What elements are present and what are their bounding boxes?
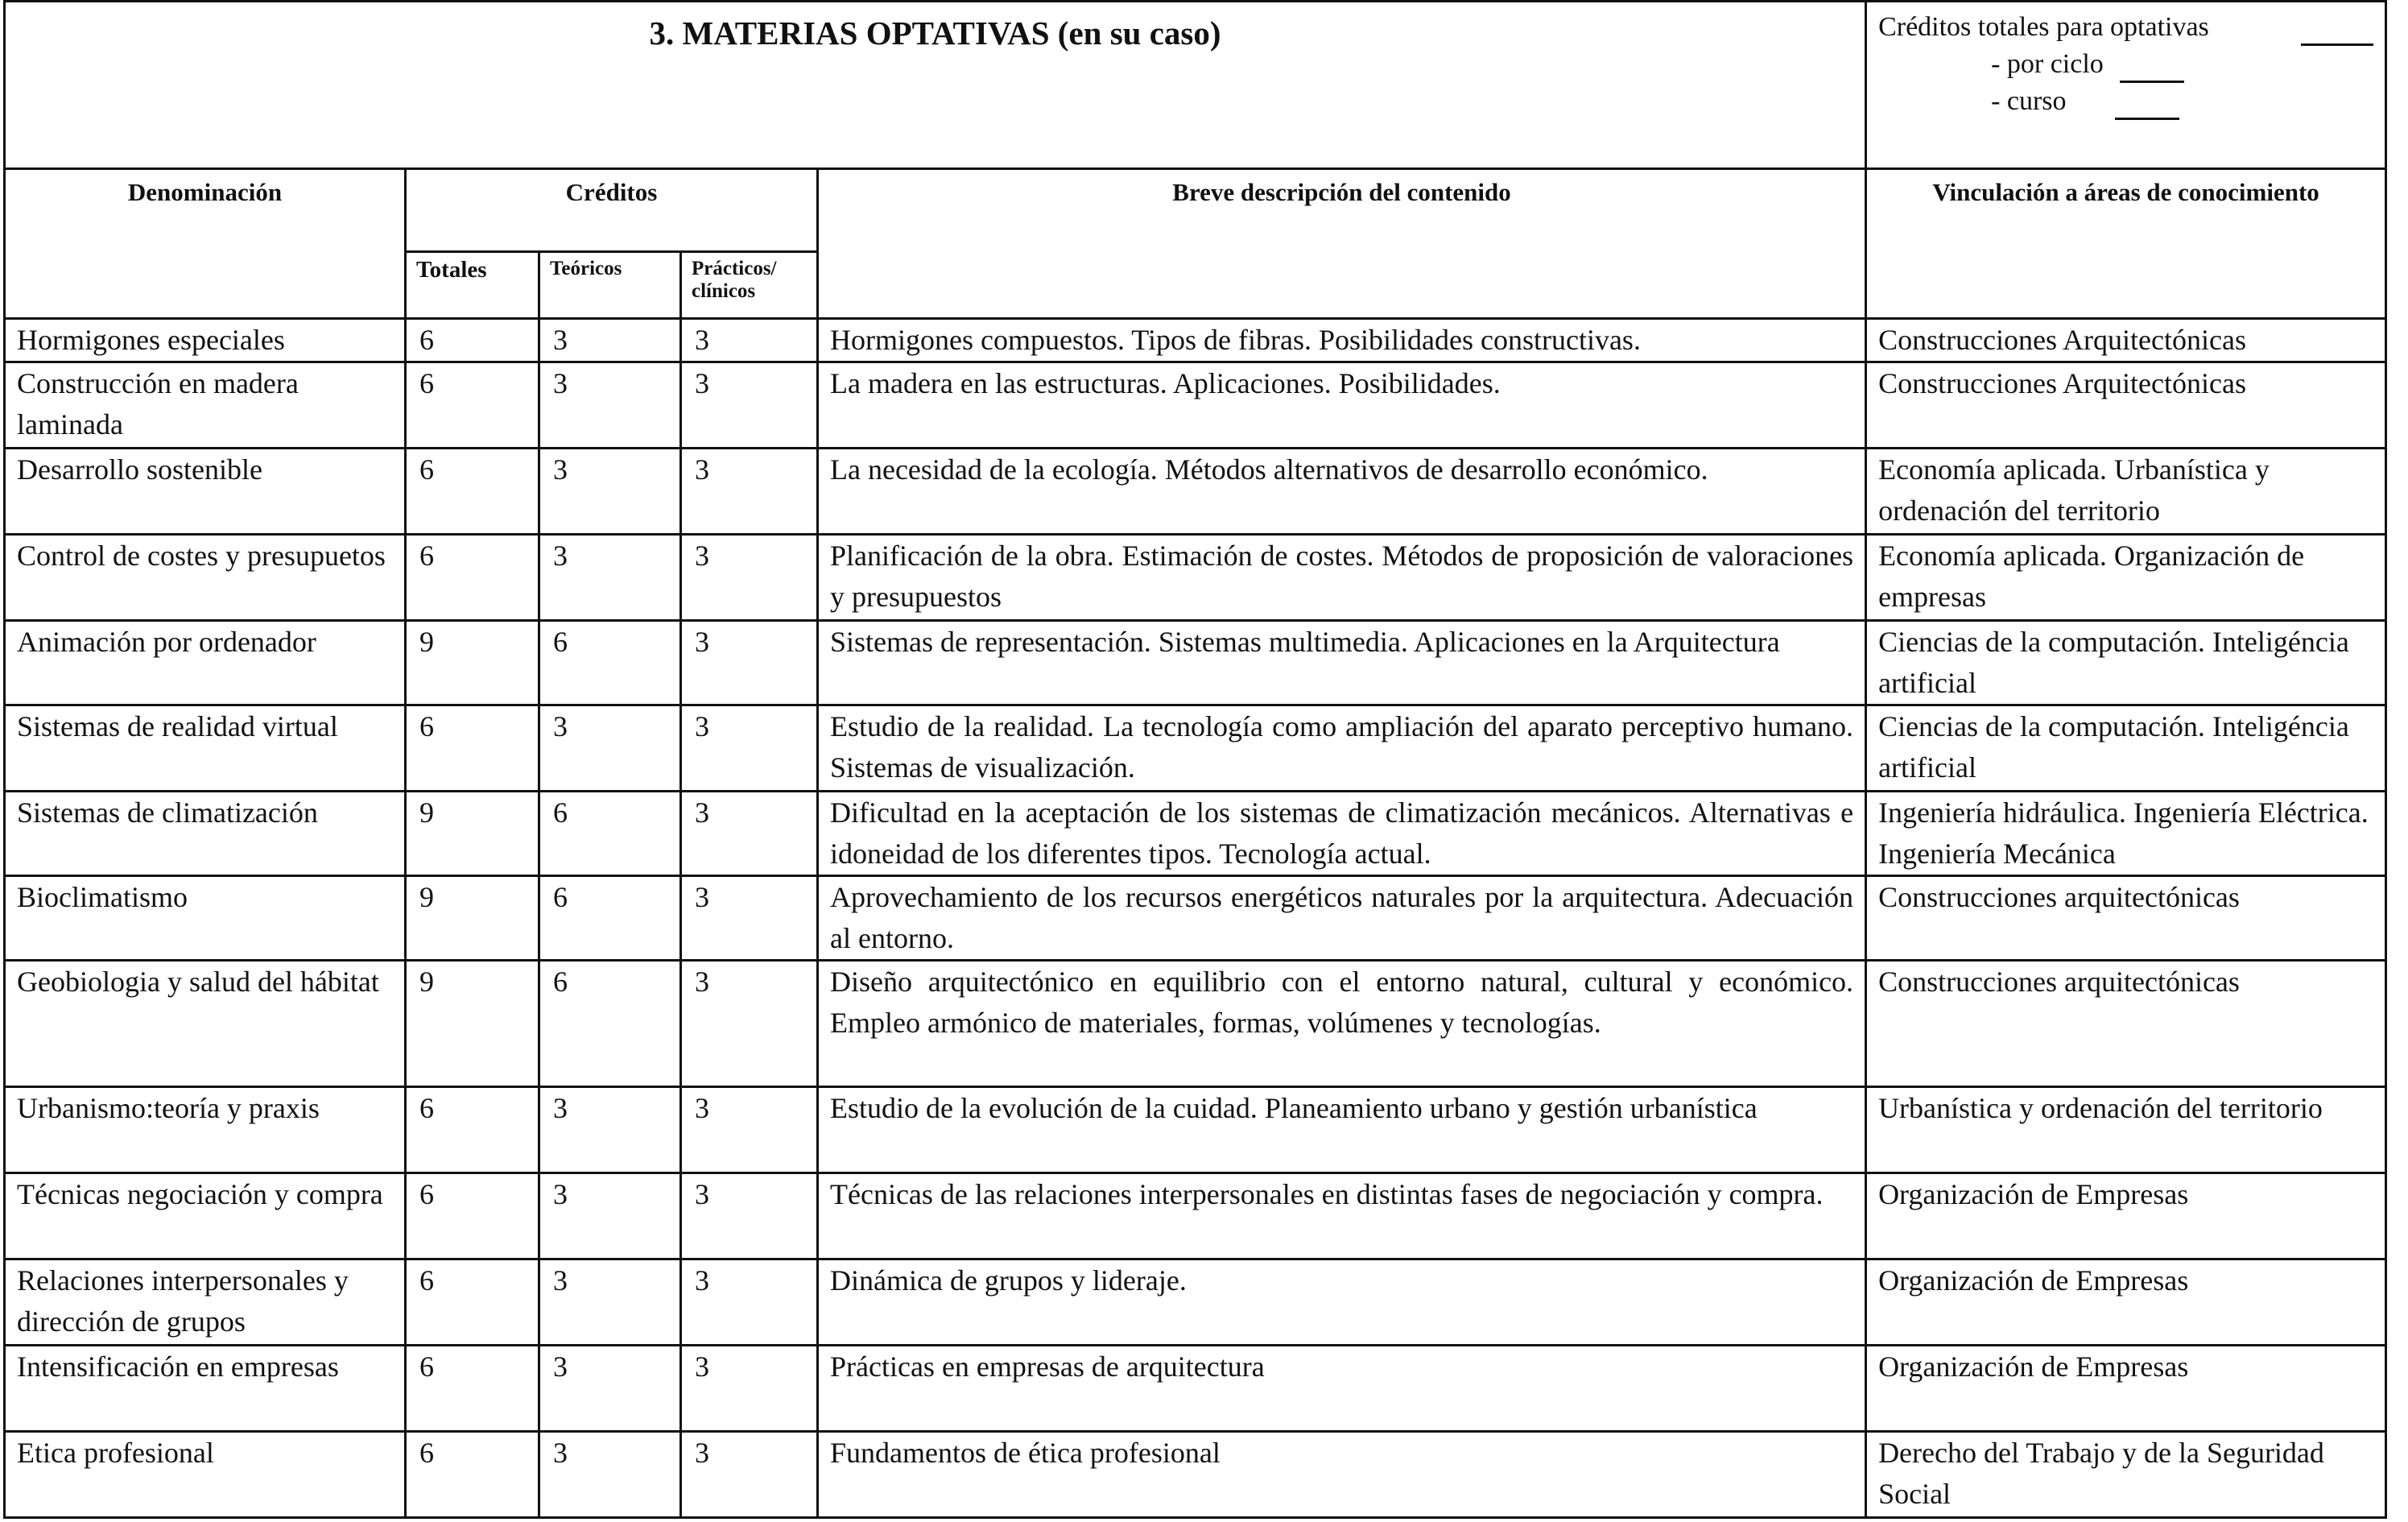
subject-description: Aprovechamiento de los recursos energéticos naturales por la arquitectura. Adecuación al entorno. <box>818 876 1866 961</box>
knowledge-area: Urbanística y ordenación del territorio <box>1866 1087 2386 1173</box>
credits-teoricos: 6 <box>539 876 681 961</box>
table-row <box>5 1432 2386 1518</box>
subject-name: Relaciones interpersonales y dirección de grupos <box>5 1259 406 1346</box>
credits-teoricos: 3 <box>539 362 681 449</box>
knowledge-area: Construcciones arquitectónicas <box>1866 876 2386 961</box>
credits-practicos: 3 <box>681 792 818 876</box>
subject-description: Dificultad en la aceptación de los sistemas de climatización mecánicos. Alternativas e idoneidad de los diferentes tipos. Tecnología actual. <box>818 792 1866 876</box>
credits-teoricos: 3 <box>539 1346 681 1432</box>
subjects-body <box>5 319 2386 1518</box>
table-row <box>5 705 2386 792</box>
credits-totales: 9 <box>406 961 539 1087</box>
subject-name: Hormigones especiales <box>5 319 406 362</box>
title-cell <box>5 2 1866 169</box>
credits-course-label: - curso <box>1991 86 2067 116</box>
credits-practicos: 3 <box>681 449 818 535</box>
subjects-table <box>3 0 2387 1519</box>
knowledge-area: Ciencias de la computación. Inteligéncia artificial <box>1866 621 2386 705</box>
credits-totales: 6 <box>406 319 539 362</box>
credits-totales: 6 <box>406 449 539 535</box>
credits-practicos: 3 <box>681 1432 818 1518</box>
header-teoricos: Teóricos <box>539 252 681 319</box>
subject-description: Planificación de la obra. Estimación de costes. Métodos de proposición de valoraciones y presupuestos <box>818 535 1866 621</box>
table-row <box>5 535 2386 621</box>
credits-teoricos: 3 <box>539 535 681 621</box>
credits-practicos: 3 <box>681 705 818 792</box>
subject-description: La necesidad de la ecología. Métodos alternativos de desarrollo económico. <box>818 449 1866 535</box>
credits-totales: 6 <box>406 535 539 621</box>
credits-teoricos: 3 <box>539 1173 681 1259</box>
header-denominacion: Denominación <box>5 169 406 319</box>
credits-totales: 6 <box>406 1346 539 1432</box>
knowledge-area: Construcciones Arquitectónicas <box>1866 319 2386 362</box>
knowledge-area: Economía aplicada. Urbanística y ordenación del territorio <box>1866 449 2386 535</box>
subject-name: Bioclimatismo <box>5 876 406 961</box>
credits-totales: 9 <box>406 792 539 876</box>
credits-practicos: 3 <box>681 319 818 362</box>
subject-description: Estudio de la evolución de la cuidad. Planeamiento urbano y gestión urbanística <box>818 1087 1866 1173</box>
subject-name: Urbanismo:teoría y praxis <box>5 1087 406 1173</box>
subject-name: Control de costes y presupuetos <box>5 535 406 621</box>
table-row <box>5 792 2386 876</box>
credits-totales: 6 <box>406 1432 539 1518</box>
subject-name: Etica profesional <box>5 1432 406 1518</box>
subject-description: Técnicas de las relaciones interpersonales en distintas fases de negociación y compra. <box>818 1173 1866 1259</box>
table-row <box>5 1087 2386 1173</box>
credits-practicos: 3 <box>681 535 818 621</box>
table-row <box>5 1173 2386 1259</box>
subject-description: Fundamentos de ética profesional <box>818 1432 1866 1518</box>
knowledge-area: Derecho del Trabajo y de la Seguridad Social <box>1866 1432 2386 1518</box>
subject-name: Animación por ordenador <box>5 621 406 705</box>
subject-name: Intensificación en empresas <box>5 1346 406 1432</box>
header-vinculacion: Vinculación a áreas de conocimiento <box>1866 169 2386 319</box>
credits-teoricos: 3 <box>539 1432 681 1518</box>
credits-teoricos: 3 <box>539 319 681 362</box>
table-row <box>5 1259 2386 1346</box>
subject-description: Estudio de la realidad. La tecnología como ampliación del aparato perceptivo humano. Sistemas de visualización. <box>818 705 1866 792</box>
subject-name: Sistemas de climatización <box>5 792 406 876</box>
subject-name: Geobiologia y salud del hábitat <box>5 961 406 1087</box>
subject-name: Construcción en madera laminada <box>5 362 406 449</box>
credits-totales: 6 <box>406 362 539 449</box>
credits-totales: 9 <box>406 876 539 961</box>
header-practicos: Prácticos/ clínicos <box>681 252 818 319</box>
credits-practicos: 3 <box>681 1087 818 1173</box>
table-row <box>5 449 2386 535</box>
table-row <box>5 362 2386 449</box>
credits-teoricos: 6 <box>539 961 681 1087</box>
table-row <box>5 961 2386 1087</box>
credits-teoricos: 6 <box>539 621 681 705</box>
credits-teoricos: 3 <box>539 1087 681 1173</box>
credits-practicos: 3 <box>681 1259 818 1346</box>
subject-description: Sistemas de representación. Sistemas multimedia. Aplicaciones en la Arquitectura <box>818 621 1866 705</box>
subject-name: Desarrollo sostenible <box>5 449 406 535</box>
credits-cycle-blank <box>2120 56 2184 83</box>
credits-cycle-label: - por ciclo <box>1991 49 2104 79</box>
credits-box <box>1866 2 2386 169</box>
credits-practicos: 3 <box>681 1173 818 1259</box>
credits-total-label: Créditos totales para optativas <box>1878 12 2209 42</box>
credits-totales: 6 <box>406 1087 539 1173</box>
header-descripcion: Breve descripción del contenido <box>818 169 1866 319</box>
credits-course-blank <box>2115 93 2179 120</box>
credits-teoricos: 3 <box>539 449 681 535</box>
subject-description: Hormigones compuestos. Tipos de fibras. Posibilidades constructivas. <box>818 319 1866 362</box>
knowledge-area: Ciencias de la computación. Inteligéncia artificial <box>1866 705 2386 792</box>
table-row <box>5 876 2386 961</box>
table-row <box>5 621 2386 705</box>
subject-description: Dinámica de grupos y lideraje. <box>818 1259 1866 1346</box>
table-row <box>5 1346 2386 1432</box>
knowledge-area: Organización de Empresas <box>1866 1346 2386 1432</box>
subject-description: La madera en las estructuras. Aplicaciones. Posibilidades. <box>818 362 1866 449</box>
credits-totales: 6 <box>406 1173 539 1259</box>
knowledge-area: Ingeniería hidráulica. Ingeniería Eléctrica. Ingeniería Mecánica <box>1866 792 2386 876</box>
subject-description: Diseño arquitectónico en equilibrio con el entorno natural, cultural y económico. Empleo armónico de materiales, formas, volúmenes y tecnologías. <box>818 961 1866 1087</box>
subject-name: Sistemas de realidad virtual <box>5 705 406 792</box>
credits-practicos: 3 <box>681 876 818 961</box>
page-title: 3. MATERIAS OPTATIVAS (en su caso) <box>649 14 1221 52</box>
credits-teoricos: 6 <box>539 792 681 876</box>
credits-practicos: 3 <box>681 362 818 449</box>
credits-totales: 6 <box>406 1259 539 1346</box>
credits-totales: 6 <box>406 705 539 792</box>
knowledge-area: Organización de Empresas <box>1866 1173 2386 1259</box>
knowledge-area: Organización de Empresas <box>1866 1259 2386 1346</box>
table-row <box>5 319 2386 362</box>
credits-practicos: 3 <box>681 961 818 1087</box>
credits-totales: 9 <box>406 621 539 705</box>
credits-total-blank <box>2301 19 2373 46</box>
credits-practicos: 3 <box>681 1346 818 1432</box>
header-totales: Totales <box>406 252 539 319</box>
credits-practicos: 3 <box>681 621 818 705</box>
knowledge-area: Construcciones Arquitectónicas <box>1866 362 2386 449</box>
header-creditos: Créditos <box>406 169 818 252</box>
subject-description: Prácticas en empresas de arquitectura <box>818 1346 1866 1432</box>
knowledge-area: Economía aplicada. Organización de empresas <box>1866 535 2386 621</box>
knowledge-area: Construcciones arquitectónicas <box>1866 961 2386 1087</box>
credits-teoricos: 3 <box>539 705 681 792</box>
credits-teoricos: 3 <box>539 1259 681 1346</box>
subject-name: Técnicas negociación y compra <box>5 1173 406 1259</box>
optional-subjects-form <box>3 0 2385 1516</box>
